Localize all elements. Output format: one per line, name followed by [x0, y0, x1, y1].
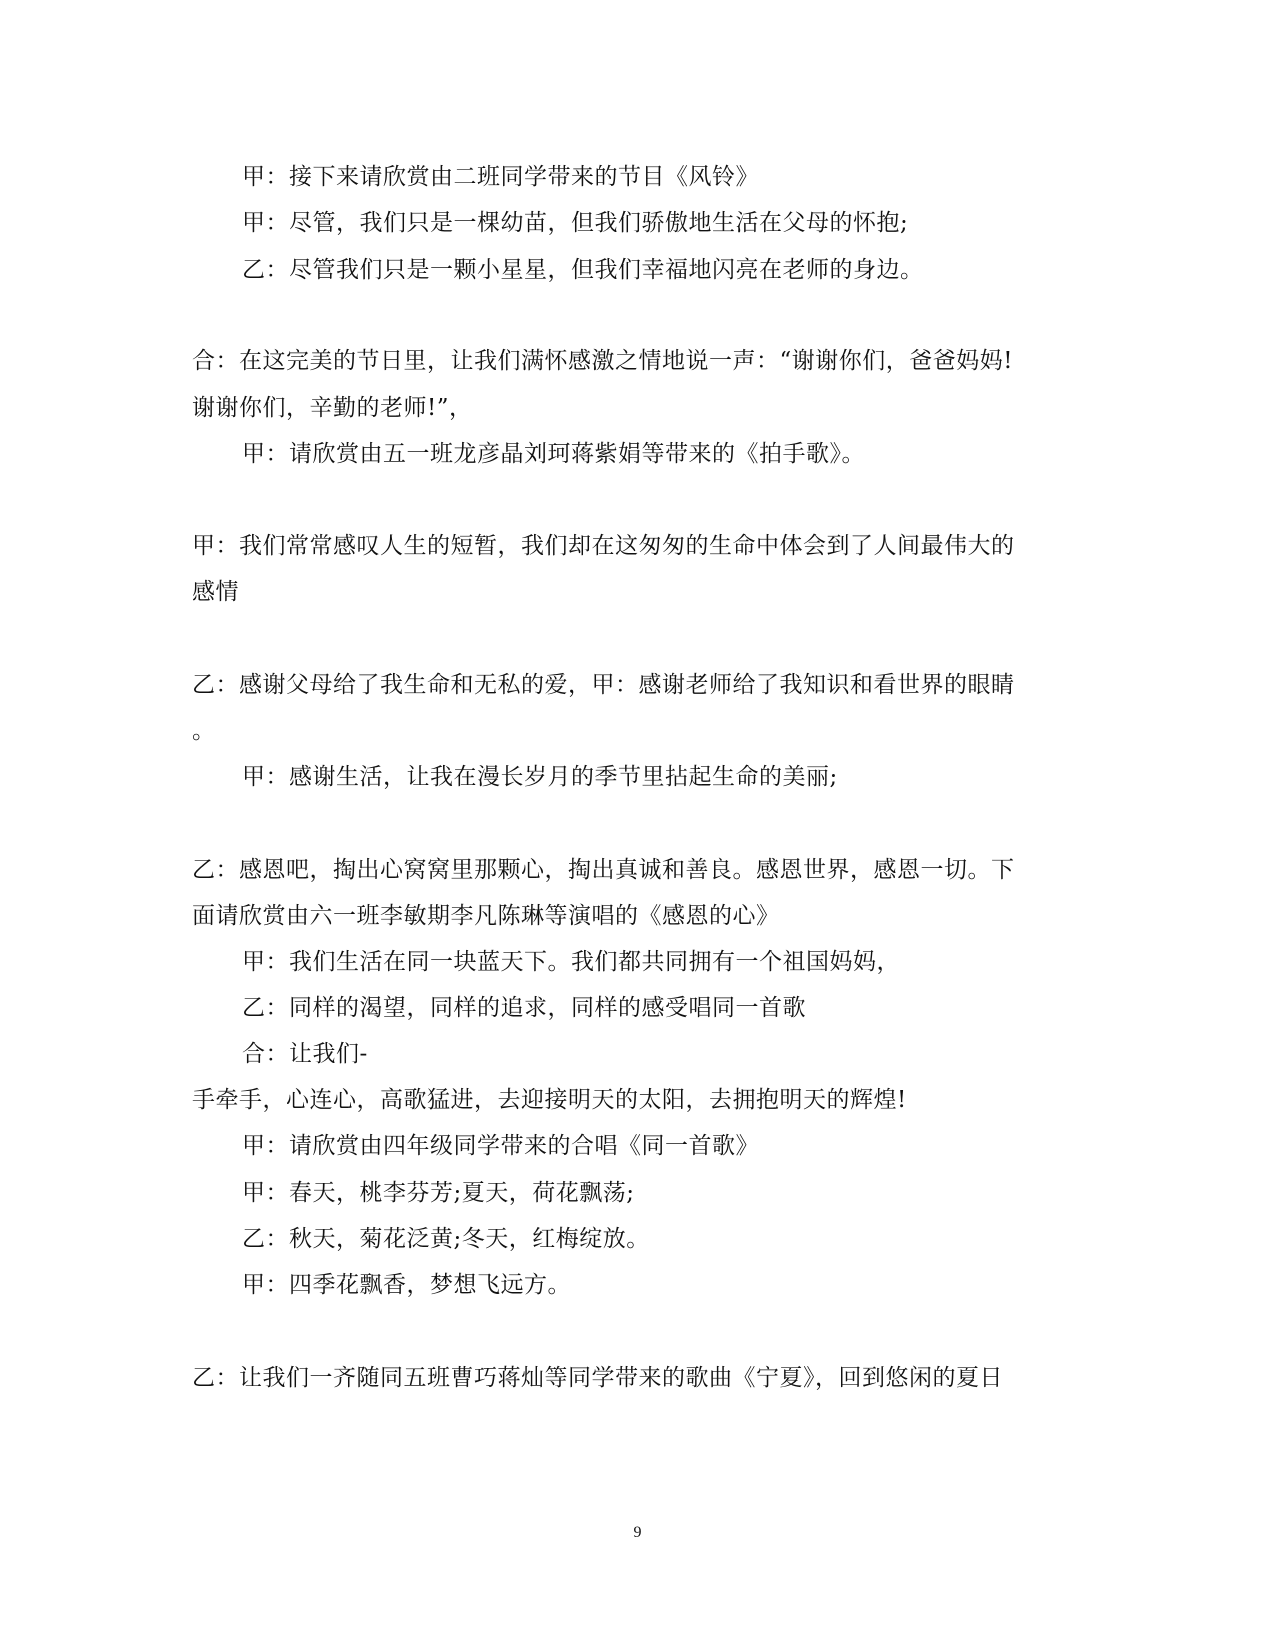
dialogue-line: 乙：让我们一齐随同五班曹巧蒋灿等同学带来的歌曲《宁夏》，回到悠闲的夏日 — [192, 1365, 1003, 1391]
dialogue-line: 甲：我们生活在同一块蓝天下。我们都共同拥有一个祖国妈妈， — [242, 949, 900, 975]
dialogue-line: 乙：秋天，菊花泛黄;冬天，红梅绽放。 — [242, 1226, 650, 1252]
dialogue-line: 甲：我们常常感叹人生的短暂，我们却在这匆匆的生命中体会到了人间最伟大的 — [192, 533, 1015, 559]
dialogue-line: 乙：感恩吧，掏出心窝窝里那颗心，掏出真诚和善良。感恩世界，感恩一切。下 — [192, 857, 1015, 883]
dialogue-line: 面请欣赏由六一班李敏期李凡陈琳等演唱的《感恩的心》 — [192, 903, 780, 929]
dialogue-line: 合：让我们- — [242, 1041, 368, 1067]
dialogue-line: 甲：接下来请欣赏由二班同学带来的节目《风铃》 — [242, 164, 759, 190]
page-number: 9 — [633, 1524, 642, 1541]
dialogue-line: 合：在这完美的节日里，让我们满怀感激之情地说一声：“谢谢你们，爸爸妈妈! — [192, 348, 1014, 374]
dialogue-line: 甲：春天，桃李芬芳;夏天，荷花飘荡; — [242, 1180, 635, 1206]
dialogue-line: 甲：四季花飘香，梦想飞远方。 — [242, 1272, 571, 1298]
dialogue-line: 乙：感谢父母给了我生命和无私的爱，甲：感谢老师给了我知识和看世界的眼睛 — [192, 672, 1015, 698]
dialogue-line: 甲：感谢生活，让我在漫长岁月的季节里拈起生命的美丽; — [242, 764, 838, 790]
dialogue-line: 乙：尽管我们只是一颗小星星，但我们幸福地闪亮在老师的身边。 — [242, 257, 924, 283]
dialogue-line: 甲：尽管，我们只是一棵幼苗，但我们骄傲地生活在父母的怀抱; — [242, 210, 909, 236]
dialogue-line: 感情 — [192, 579, 239, 605]
dialogue-line: 甲：请欣赏由四年级同学带来的合唱《同一首歌》 — [242, 1133, 759, 1159]
dialogue-line: 手牵手，心连心，高歌猛进，去迎接明天的太阳，去拥抱明天的辉煌! — [192, 1087, 907, 1113]
dialogue-line: 甲：请欣赏由五一班龙彦晶刘珂蒋紫娟等带来的《拍手歌》。 — [242, 441, 865, 467]
dialogue-line: 谢谢你们，辛勤的老师!”， — [192, 395, 473, 421]
dialogue-line: 乙：同样的渴望，同样的追求，同样的感受唱同一首歌 — [242, 995, 806, 1021]
dialogue-line: 。 — [192, 718, 216, 744]
